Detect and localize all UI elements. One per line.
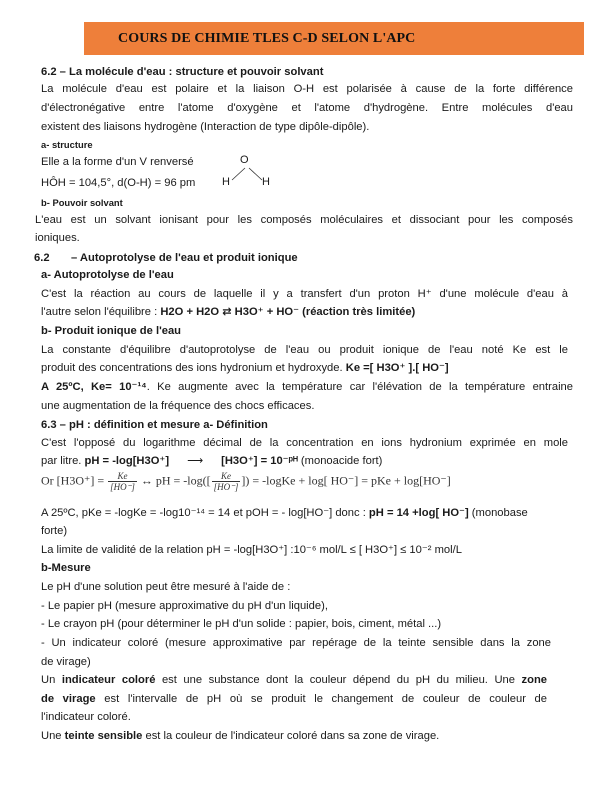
paragraph-line: existent des liaisons hydrogène (Interaction de type dipôle-dipôle). [41, 121, 370, 133]
subheading-ionic-product: b- Produit ionique de l'eau [41, 325, 182, 337]
molecule-hydrogen-atom: H [222, 176, 230, 188]
paragraph-line: Une teinte sensible est la couleur de l'indicateur coloré dans sa zone de virage. [41, 730, 440, 742]
arrow-icon: ⟶ [187, 455, 204, 467]
section-heading-autoprotolysis: – Autoprotolyse de l'eau et produit ionique [71, 252, 298, 264]
list-item: - Un indicateur coloré (mesure approximative par repérage de la teinte sensible dans la zone [41, 637, 551, 649]
ph-relation-formula: Or [H3O⁺] = $\frac{Ke}{[HO^-]}$ ↔ pH = -log([ $\frac{Ke}{[HO^-]}$ ]) = -logKe + log[ HO⁻] = pKe + log[HO⁻] [41, 471, 451, 492]
subheading-solvent: b- Pouvoir solvant [41, 197, 123, 208]
paragraph-line: Un indicateur coloré est une substance dont la couleur dépend du pH du milieu. Une zone [41, 674, 547, 686]
list-item: - Le papier pH (mesure approximative du pH d'un liquide), [41, 600, 328, 612]
paragraph-line: produit des concentrations des ions hydronium et hydroxyde. Ke =[ H3O⁺ ].[ HO⁻] [41, 362, 449, 374]
paragraph-line: La molécule d'eau est polaire et la liaison O-H est polarisée à cause de la forte différence [41, 83, 573, 95]
paragraph-line: une augmentation de la fréquence des chocs efficaces. [41, 400, 315, 412]
paragraph-line: C'est la réaction au cours de laquelle il y a transfert d'un proton H⁺ d'une molécule d'eau à [41, 288, 568, 300]
paragraph-line: A 25ºC, pKe = -logKe = -log10⁻¹⁴ = 14 et pOH = - log[HO⁻] donc : pH = 14 +log[ HO⁻] (monobase [41, 507, 528, 519]
paragraph-line: A 25ºC, Ke= 10⁻¹⁴. Ke augmente avec la température car l'élévation de la température entraine [41, 381, 574, 393]
subheading-measure: b-Mesure [41, 562, 91, 574]
ionic-product-formula: Ke =[ H3O⁺ ].[ HO⁻] [345, 362, 449, 374]
paragraph-line: ioniques. [35, 232, 80, 244]
paragraph-line: l'autre selon l'équilibre : H2O + H2O ⇄ H3O⁺ + HO⁻ (réaction très limitée) [41, 306, 416, 318]
structure-text: Elle a la forme d'un V renversé [41, 156, 194, 168]
molecule-hydrogen-atom: H [262, 176, 270, 188]
subheading-autoprotolysis: a- Autoprotolyse de l'eau [41, 269, 174, 281]
ph-definition-line: par litre. pH = -log[H3O⁺] ⟶ [H3O⁺] = 10⁻ᵖᴴ (monoacide fort) [41, 455, 383, 467]
header-title: COURS DE CHIMIE TLES C-D SELON L'APC [118, 31, 416, 46]
hydronium-formula: [H3O⁺] = 10⁻ᵖᴴ [221, 455, 298, 467]
paragraph-line: C'est l'opposé du logarithme décimal de la concentration en ions hydronium exprimée en mole [41, 437, 568, 449]
section-number: 6.2 [34, 252, 50, 264]
paragraph-line: La constante d'équilibre d'autoprotolyse de l'eau ou produit ionique de l'eau noté Ke est le [41, 344, 568, 356]
autoprotolysis-equation: H2O + H2O ⇄ H3O⁺ + HO⁻ (réaction très limitée) [160, 306, 416, 318]
paragraph-line: d'électronégative entre l'atome d'oxygène et l'atome d'hydrogène. Entre molécules d'eau [41, 102, 573, 114]
molecule-oxygen-atom: O [240, 154, 249, 166]
base-ph-formula: pH = 14 +log[ HO⁻] [368, 507, 469, 519]
bond-angle-text: HÔH = 104,5°, d(O-H) = 96 pm [41, 177, 196, 189]
list-item: de virage) [41, 656, 91, 668]
section-heading-water-molecule: 6.2 – La molécule d'eau : structure et pouvoir solvant [41, 66, 324, 78]
subheading-structure: a- structure [41, 139, 93, 150]
section-heading-ph: 6.3 – pH : définition et mesure a- Définition [41, 419, 268, 431]
paragraph-line: forte) [41, 525, 68, 537]
paragraph-line: Le pH d'une solution peut être mesuré à l'aide de : [41, 581, 291, 593]
validity-limit: La limite de validité de la relation pH = -log[H3O⁺] :10⁻⁶ mol/L ≤ [ H3O⁺] ≤ 10⁻² mol/L [41, 544, 462, 556]
list-item: - Le crayon pH (pour déterminer le pH d'un solide : papier, bois, ciment, métal ...) [41, 618, 442, 630]
paragraph-line: L'eau est un solvant ionisant pour les composés moléculaires et dissociant pour les composés [35, 214, 573, 226]
ph-definition-formula: pH = -log[H3O⁺] [84, 455, 170, 467]
paragraph-line: l'indicateur coloré. [41, 711, 131, 723]
paragraph-line: de virage est l'intervalle de pH où se produit le changement de couleur de couleur de [41, 693, 547, 705]
